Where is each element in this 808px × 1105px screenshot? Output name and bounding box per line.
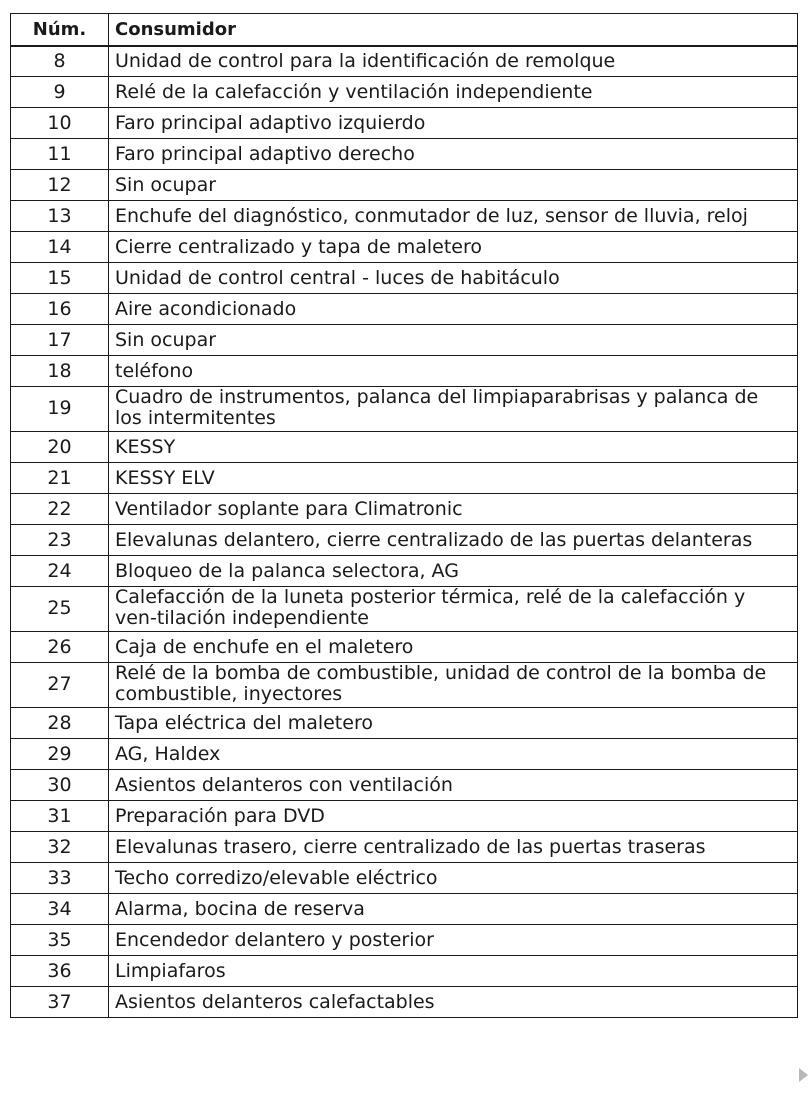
table-row — [11, 801, 798, 832]
row-num: 31 — [11, 801, 109, 832]
table-row — [11, 325, 798, 356]
row-consumer: Unidad de control central - luces de habitáculo — [109, 263, 798, 294]
row-num: 30 — [11, 770, 109, 801]
row-consumer: Limpiafaros — [109, 956, 798, 987]
table-row — [11, 263, 798, 294]
row-consumer: Tapa eléctrica del maletero — [109, 708, 798, 739]
row-num: 26 — [11, 632, 109, 663]
table-row — [11, 494, 798, 525]
table-row — [11, 108, 798, 139]
row-consumer: Bloqueo de la palanca selectora, AG — [109, 556, 798, 587]
table-row — [11, 663, 798, 708]
row-consumer: Ventilador soplante para Climatronic — [109, 494, 798, 525]
row-consumer: Faro principal adaptivo izquierdo — [109, 108, 798, 139]
table-row — [11, 356, 798, 387]
row-consumer: teléfono — [109, 356, 798, 387]
row-consumer: Relé de la bomba de combustible, unidad de control de la bomba de combustible, inyectores — [109, 663, 798, 708]
row-consumer: Aire acondicionado — [109, 294, 798, 325]
row-num: 14 — [11, 232, 109, 263]
table-row — [11, 894, 798, 925]
header-consumer: Consumidor — [109, 14, 798, 46]
row-consumer: Unidad de control para la identificación de remolque — [109, 46, 798, 77]
table-row — [11, 739, 798, 770]
row-consumer: Alarma, bocina de reserva — [109, 894, 798, 925]
row-consumer: Preparación para DVD — [109, 801, 798, 832]
table-row — [11, 925, 798, 956]
row-num: 17 — [11, 325, 109, 356]
row-consumer: Encendedor delantero y posterior — [109, 925, 798, 956]
row-num: 19 — [11, 387, 109, 432]
row-consumer: Enchufe del diagnóstico, conmutador de luz, sensor de lluvia, reloj — [109, 201, 798, 232]
table-row — [11, 232, 798, 263]
row-num: 8 — [11, 46, 109, 77]
row-consumer: Sin ocupar — [109, 170, 798, 201]
row-consumer: Elevalunas delantero, cierre centralizado de las puertas delanteras — [109, 525, 798, 556]
row-consumer: Cuadro de instrumentos, palanca del limpiaparabrisas y palanca de los intermitentes — [109, 387, 798, 432]
row-consumer: Asientos delanteros calefactables — [109, 987, 798, 1018]
table-row — [11, 139, 798, 170]
table-row — [11, 46, 798, 77]
table-row — [11, 432, 798, 463]
row-consumer: AG, Haldex — [109, 739, 798, 770]
row-num: 11 — [11, 139, 109, 170]
row-num: 9 — [11, 77, 109, 108]
fuse-consumer-table — [10, 13, 798, 1018]
row-num: 22 — [11, 494, 109, 525]
row-num: 10 — [11, 108, 109, 139]
row-num: 29 — [11, 739, 109, 770]
table-row — [11, 294, 798, 325]
row-consumer: Relé de la calefacción y ventilación independiente — [109, 77, 798, 108]
row-num: 32 — [11, 832, 109, 863]
row-num: 33 — [11, 863, 109, 894]
table-row — [11, 387, 798, 432]
table-row — [11, 832, 798, 863]
table-row — [11, 632, 798, 663]
table-row — [11, 587, 798, 632]
table-row — [11, 525, 798, 556]
table-row — [11, 463, 798, 494]
table-row — [11, 708, 798, 739]
row-consumer: KESSY — [109, 432, 798, 463]
row-num: 13 — [11, 201, 109, 232]
row-num: 27 — [11, 663, 109, 708]
row-num: 34 — [11, 894, 109, 925]
row-num: 36 — [11, 956, 109, 987]
row-num: 18 — [11, 356, 109, 387]
row-num: 37 — [11, 987, 109, 1018]
table-row — [11, 770, 798, 801]
triangle-right-icon — [799, 1068, 808, 1082]
row-consumer: Cierre centralizado y tapa de maletero — [109, 232, 798, 263]
row-num: 16 — [11, 294, 109, 325]
table-row — [11, 863, 798, 894]
row-num: 24 — [11, 556, 109, 587]
row-consumer: KESSY ELV — [109, 463, 798, 494]
row-num: 35 — [11, 925, 109, 956]
table-row — [11, 987, 798, 1018]
row-num: 15 — [11, 263, 109, 294]
row-consumer: Caja de enchufe en el maletero — [109, 632, 798, 663]
table-row — [11, 556, 798, 587]
row-consumer: Sin ocupar — [109, 325, 798, 356]
table-row — [11, 77, 798, 108]
row-num: 25 — [11, 587, 109, 632]
table-row — [11, 170, 798, 201]
row-consumer: Techo corredizo/elevable eléctrico — [109, 863, 798, 894]
row-consumer: Calefacción de la luneta posterior térmica, relé de la calefacción y ven-tilación independiente — [109, 587, 798, 632]
header-num: Núm. — [11, 14, 109, 46]
row-num: 21 — [11, 463, 109, 494]
row-consumer: Elevalunas trasero, cierre centralizado de las puertas traseras — [109, 832, 798, 863]
row-num: 28 — [11, 708, 109, 739]
row-num: 20 — [11, 432, 109, 463]
row-num: 12 — [11, 170, 109, 201]
table-header-row — [11, 14, 798, 46]
row-consumer: Asientos delanteros con ventilación — [109, 770, 798, 801]
row-consumer: Faro principal adaptivo derecho — [109, 139, 798, 170]
table-row — [11, 201, 798, 232]
table-row — [11, 956, 798, 987]
row-num: 23 — [11, 525, 109, 556]
